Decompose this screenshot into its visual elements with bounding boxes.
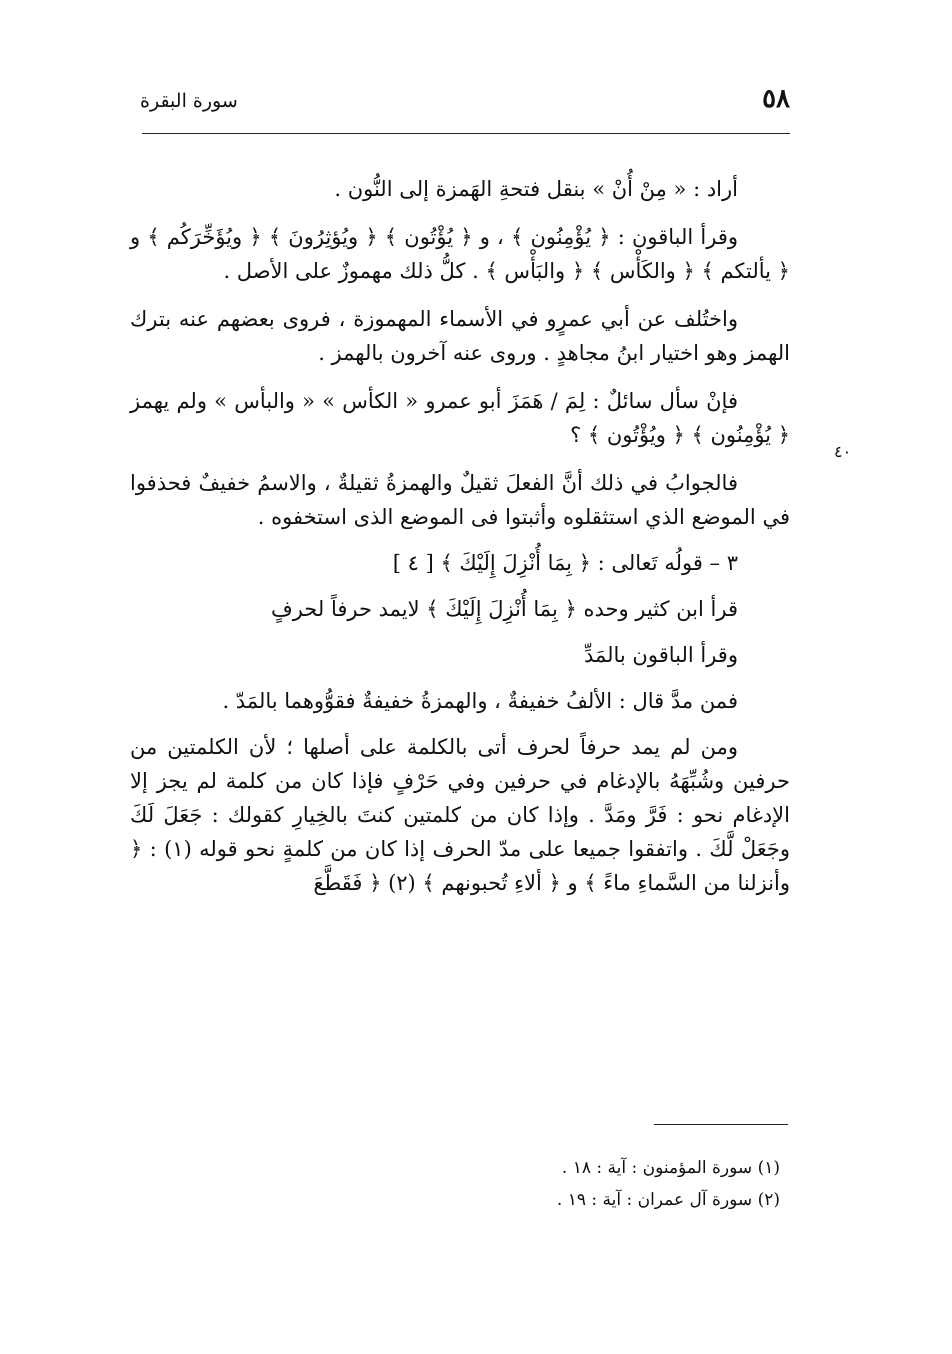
paragraph: فإنْ سأل سائلٌ : لِمَ / هَمَزَ أبو عمرو « الكأس » « والبأس » ولم يهمز ﴿ يُؤْمِنُون ﴾ ﴿ ويُؤْتُون ﴾ ؟ [130,389,790,447]
footnote: (١) سورة المؤمنون : آية : ١٨ . [561,1158,780,1178]
paragraph: واختُلف عن أبي عمرٍو في الأسماء المهموزة ، فروى بعضهم عنه بترك الهمز وهو اختيار ابنُ مجاهدٍ . وروى عنه آخرون بالهمز . [130,307,790,365]
header-divider [142,133,790,134]
paragraph: فمن مدَّ قال : الألفُ خفيفةٌ ، والهمزةُ خفيفةٌ فقوُّوهما بالمَدّ . [222,689,738,713]
paragraph: قرأ ابن كثير وحده ﴿ بِمَا أُنْزِلَ إِلَيْكَ ﴾ لايمد حرفاً لحرفٍ [270,597,738,621]
footnote: (٢) سورة آل عمران : آية : ١٩ . [556,1190,780,1210]
paragraph: ومن لم يمد حرفاً لحرف أتى بالكلمة على أصلها ؛ لأن الكلمتين من حرفين وشُبِّهَهُ بالإدغام في حرفين وفي حَرْفٍ فإذا كان من كلمة لم يجز إلا الإدغام نحو : فَرَّ ومَدَّ . وإذا كان من كلمتين كنتَ بالخِيارِ كقولك : جَعَلَ لَكَ وجَعَلْ لَّكَ . واتفقوا جميعا على مدّ الحرف إذا كان من كلمةٍ نحو قوله (١) : ﴿ وأنزلنا من السَّماءِ ماءً ﴾ و ﴿ ألاءِ تُحبونهم ﴾ (٢) ﴿ فَقَطَّعَ [130,735,790,895]
main-text [130,172,790,914]
paragraph: وقرأ الباقون بالمَدِّ [583,643,738,667]
margin-page-marker: ٤٠ [834,442,852,461]
paragraph: أراد : « مِنْ أُنْ » بنقل فتحةِ الهَمزة إلى النُّون . [334,177,738,201]
page-number: ٥٨ [762,84,790,114]
page-header [140,84,790,120]
footnotes [330,1152,790,1216]
paragraph: وقرأ الباقون : ﴿ يُؤْمِنُون ﴾ ، و ﴿ يُؤْتُون ﴾ ﴿ ويُؤثِرُونَ ﴾ ﴿ ويُؤَخِّرَكُم ﴾ و ﴿ يألتكم ﴾ ﴿ والكَأْس ﴾ ﴿ والبَأْس ﴾ . كلُّ ذلك مهموزٌ على الأصل . [130,225,790,283]
verse-heading: ٣ – قولُه تَعالى : ﴿ بِمَا أُنْزِلَ إِلَيْكَ ﴾ [ ٤ ] [392,551,738,575]
running-title: سورة البقرة [140,90,238,112]
footnote-divider [654,1124,788,1125]
paragraph: فالجوابُ في ذلك أنَّ الفعلَ ثقيلٌ والهمزةُ ثقيلةٌ ، والاسمُ خفيفٌ فحذفوا في الموضع الذي استثقلوه وأثبتوا فى الموضع الذى استخفوه . [130,471,790,529]
